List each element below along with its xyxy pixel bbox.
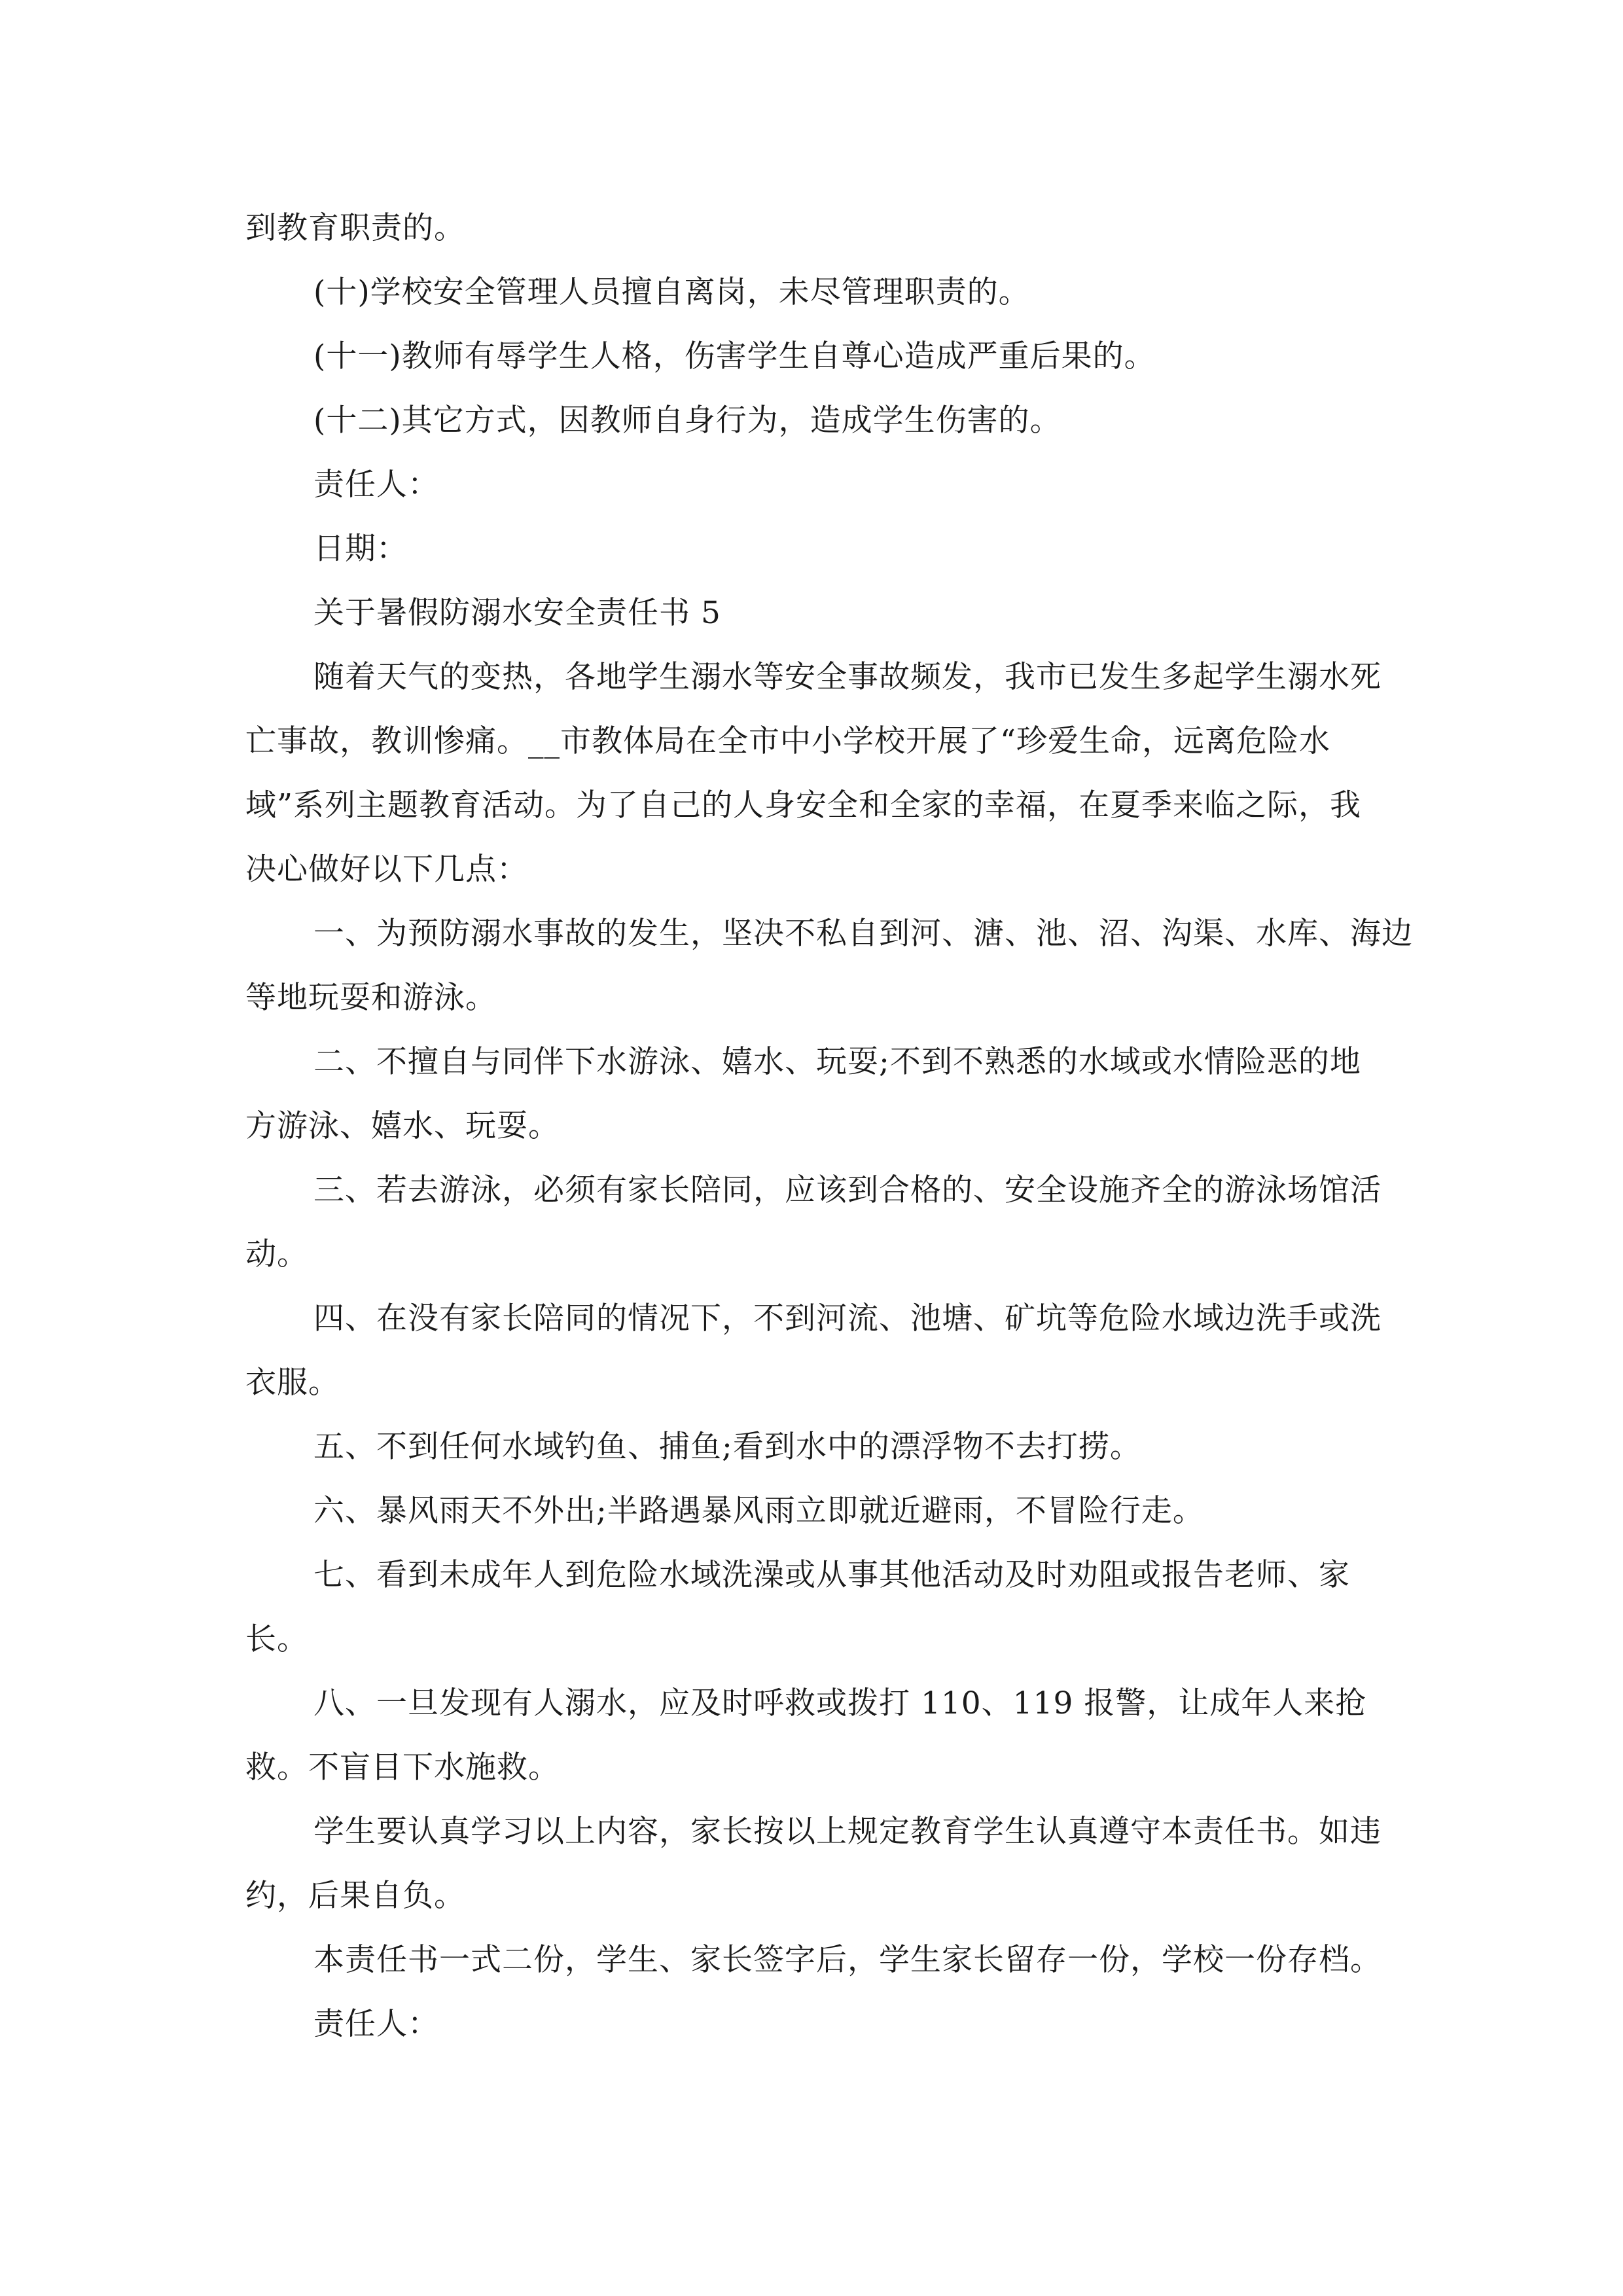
pledge-item: 六、暴风雨天不外出;半路遇暴风雨立即就近避雨，不冒险行走。 — [313, 1493, 1204, 1529]
section-title: 关于暑假防溺水安全责任书 5 — [313, 595, 721, 631]
closing-paragraph: 本责任书一式二份，学生、家长签字后，学生家长留存一份，学校一份存档。 — [313, 1942, 1382, 1978]
list-item: (十二)其它方式，因教师自身行为，造成学生伤害的。 — [313, 403, 1061, 439]
pledge-item: 一、为预防溺水事故的发生，坚决不私自到河、溏、池、沼、沟渠、水库、海边等地玩耍和游泳。 — [245, 916, 1413, 1016]
pledge-item: 五、不到任何水域钓鱼、捕鱼;看到水中的漂浮物不去打捞。 — [313, 1429, 1141, 1465]
pledge-item: 八、一旦发现有人溺水，应及时呼救或拨打 110、119 报警，让成年人来抢救。不盲目下水施救。 — [245, 1685, 1367, 1785]
list-item: (十一)教师有辱学生人格，伤害学生自尊心造成严重后果的。 — [313, 338, 1156, 374]
pledge-item: 三、若去游泳，必须有家长陪同，应该到合格的、安全设施齐全的游泳场馆活动。 — [245, 1172, 1382, 1272]
responsible-person-label: 责任人： — [313, 2006, 439, 2042]
continuation-text: 到教育职责的。 — [245, 210, 465, 246]
pledge-item: 七、看到未成年人到危险水域洗澡或从事其他活动及时劝阻或报告老师、家长。 — [245, 1557, 1350, 1657]
pledge-item: 二、不擅自与同伴下水游泳、嬉水、玩耍;不到不熟悉的水域或水情险恶的地方游泳、嬉水、玩耍。 — [245, 1044, 1361, 1144]
list-item: (十)学校安全管理人员擅自离岗，未尽管理职责的。 — [313, 274, 1030, 310]
document-body — [245, 196, 1413, 2056]
responsible-person-label: 责任人： — [313, 467, 439, 503]
intro-paragraph: 随着天气的变热，各地学生溺水等安全事故频发，我市已发生多起学生溺水死亡事故，教训惨痛。__市教体局在全市中小学校开展了“珍爱生命，远离危险水域”系列主题教育活动。为了自己的人身安全和全家的幸福，在夏季来临之际，我决心做好以下几点： — [245, 659, 1382, 888]
pledge-item: 四、在没有家长陪同的情况下，不到河流、池塘、矿坑等危险水域边洗手或洗衣服。 — [245, 1300, 1382, 1401]
closing-paragraph: 学生要认真学习以上内容，家长按以上规定教育学生认真遵守本责任书。如违约，后果自负。 — [245, 1814, 1382, 1914]
date-label: 日期： — [313, 531, 408, 567]
